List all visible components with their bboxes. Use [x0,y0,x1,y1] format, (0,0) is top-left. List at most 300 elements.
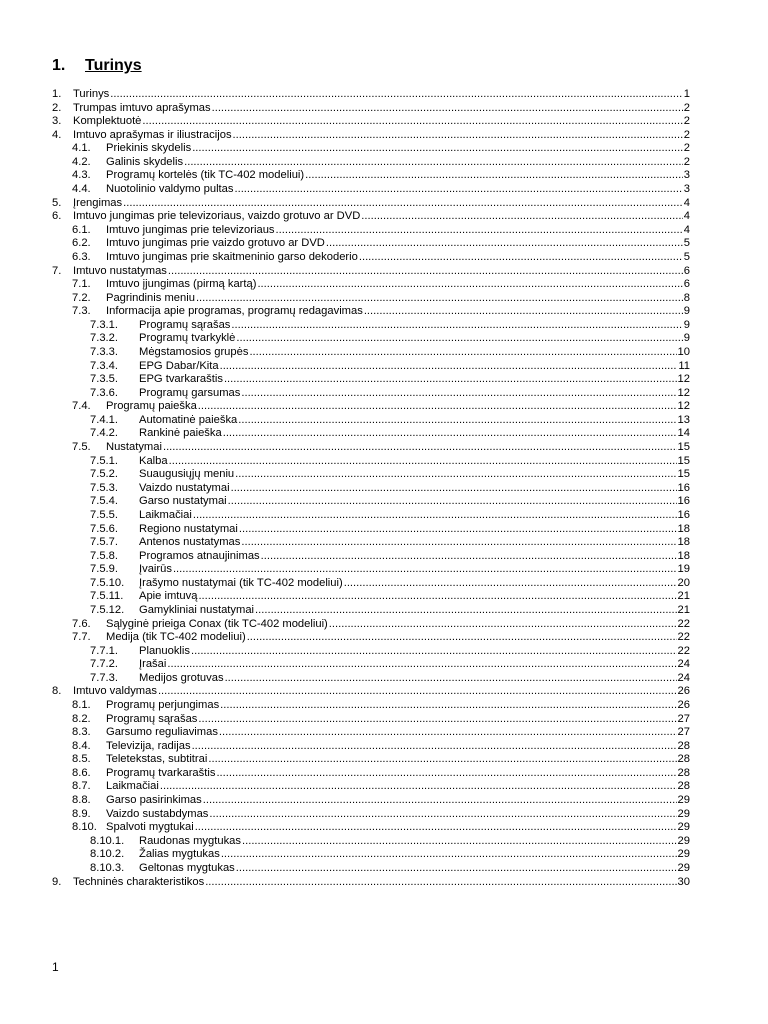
toc-entry-page: 26 [677,685,690,698]
toc-entry-number: 8.10.1. [90,834,125,847]
toc-entry-page: 27 [677,726,690,739]
dot-leader [209,808,676,822]
toc-entry-page: 19 [677,563,690,576]
dot-leader [221,848,677,862]
toc-entry[interactable] [52,278,690,292]
toc-entry[interactable] [52,360,690,374]
toc-entry-number: 7.5.9. [90,563,118,576]
toc-entry-label: Programų paieška [106,400,197,413]
toc-entry-number: 7.5.12. [90,603,125,616]
dot-leader [231,482,677,496]
toc-entry-label: Galinis skydelis [106,155,184,168]
toc-entry-number: 6.2. [72,237,91,250]
toc-entry-page: 2 [683,115,690,128]
toc-entry-label: Geltonas mygtukas [139,861,235,874]
dot-leader [249,346,676,360]
toc-entry-label: Rankinė paieška [139,427,222,440]
toc-entry[interactable] [52,387,690,401]
dot-leader [225,672,677,686]
toc-entry[interactable] [52,210,690,224]
dot-leader [241,387,676,401]
toc-entry[interactable] [52,197,690,211]
dot-leader [361,210,682,224]
toc-entry[interactable] [52,848,690,862]
toc-entry[interactable] [52,740,690,754]
toc-entry-page: 21 [677,603,690,616]
toc-entry-page: 12 [677,373,690,386]
toc-entry-number: 7.5.8. [90,549,118,562]
toc-entry-number: 7.3.3. [90,345,118,358]
toc-entry[interactable] [52,455,690,469]
toc-entry-label: Vaizdo sustabdymas [106,807,209,820]
dot-leader [220,360,678,374]
dot-leader [110,88,683,102]
toc-entry-number: 9. [52,875,62,888]
toc-entry-number: 7.3.5. [90,373,118,386]
toc-entry-page: 29 [677,848,690,861]
toc-entry-label: Programų tvarkaraštis [106,766,216,779]
toc-entry-number: 7. [52,264,62,277]
toc-entry-label: Nustatymai [106,441,162,454]
toc-entry[interactable] [52,577,690,591]
toc-entry-number: 4. [52,128,62,141]
toc-entry-number: 7.5.4. [90,495,118,508]
toc-entry-page: 11 [678,359,690,372]
toc-entry-label: Imtuvo aprašymas ir iliustracijos [73,128,232,141]
dot-leader [216,767,676,781]
toc-entry-number: 7.5.7. [90,536,118,549]
toc-entry-number: 7.5.5. [90,508,118,521]
dot-leader [231,319,682,333]
toc-entry-number: 7.5.3. [90,481,118,494]
toc-entry-number: 4.2. [72,155,91,168]
dot-leader [198,590,676,604]
toc-entry-label: Garso nustatymai [139,495,227,508]
dot-leader [163,441,677,455]
toc-entry-number: 3. [52,115,62,128]
toc-entry-page: 30 [677,875,690,888]
toc-entry[interactable] [52,224,690,238]
toc-entry-label: Programų kortelės (tik TC-402 modeliui) [106,169,305,182]
toc-entry-number: 6.3. [72,250,91,263]
toc-entry-number: 7.3.4. [90,359,118,372]
toc-entry[interactable] [52,169,690,183]
toc-entry-label: Komplektuotė [73,115,142,128]
toc-entry[interactable] [52,821,690,835]
toc-entry[interactable] [52,645,690,659]
toc-entry-label: Medijos grotuvas [139,671,224,684]
toc-entry-page: 16 [677,508,690,521]
dot-leader [195,821,677,835]
toc-entry-page: 22 [677,631,690,644]
toc-entry-page: 14 [677,427,690,440]
toc-entry-label: Programos atnaujinimas [139,549,260,562]
toc-entry-label: Įrašai [139,658,167,671]
toc-entry-label: Antenos nustatymas [139,536,241,549]
toc-entry-label: Įvairūs [139,563,172,576]
table-of-contents [52,88,690,889]
toc-entry-page: 22 [677,644,690,657]
toc-entry-label: Žalias mygtukas [139,848,220,861]
toc-entry-label: Pagrindinis meniu [106,291,195,304]
toc-entry-label: Garsumo reguliavimas [106,726,218,739]
toc-entry-page: 24 [677,671,690,684]
toc-entry[interactable] [52,550,690,564]
toc-entry-label: Sąlyginė prieiga Conax (tik TC-402 modeliui) [106,617,328,630]
toc-entry[interactable] [52,129,690,143]
toc-entry-page: 16 [677,495,690,508]
toc-entry-page: 21 [677,590,690,603]
toc-entry[interactable] [52,88,690,102]
toc-entry-number: 7.5.1. [90,454,118,467]
dot-leader [364,305,683,319]
dot-leader [344,577,677,591]
dot-leader [173,563,677,577]
toc-entry-number: 7.5. [72,441,91,454]
dot-leader [192,740,677,754]
toc-entry-label: Programų garsumas [139,386,241,399]
toc-entry-number: 7.4.1. [90,413,118,426]
toc-entry-page: 9 [683,318,690,331]
toc-entry[interactable] [52,509,690,523]
toc-entry-number: 7.3.1. [90,318,118,331]
dot-leader [233,129,683,143]
toc-entry-number: 7.7.1. [90,644,118,657]
toc-entry[interactable] [52,862,690,876]
toc-entry-label: Įrašymo nustatymai (tik TC-402 modeliui) [139,576,343,589]
toc-entry[interactable] [52,183,690,197]
toc-entry-page: 4 [683,210,690,223]
toc-entry-number: 8.5. [72,753,91,766]
toc-entry-page: 4 [683,196,690,209]
toc-entry[interactable] [52,142,690,156]
toc-entry-page: 2 [683,142,690,155]
toc-entry-label: Planuoklis [139,644,190,657]
toc-entry-page: 10 [677,345,690,358]
toc-entry[interactable] [52,753,690,767]
dot-leader [198,713,676,727]
toc-entry-label: Trumpas imtuvo aprašymas [73,101,211,114]
toc-entry-page: 22 [677,617,690,630]
page-title [52,57,142,75]
toc-entry-label: Laikmačiai [139,508,192,521]
footer-page-number: 1 [52,960,59,974]
toc-entry-label: Mėgstamosios grupės [139,345,249,358]
dot-leader [167,658,676,672]
dot-leader [160,780,677,794]
toc-entry-page: 8 [683,291,690,304]
toc-entry-page: 15 [677,441,690,454]
dot-leader [205,876,676,890]
toc-entry-page: 13 [677,413,690,426]
toc-entry[interactable] [52,265,690,279]
toc-entry-number: 7.6. [72,617,91,630]
toc-entry-page: 5 [683,250,690,263]
toc-entry[interactable] [52,305,690,319]
toc-entry[interactable] [52,618,690,632]
toc-entry[interactable] [52,808,690,822]
toc-entry-page: 9 [683,305,690,318]
toc-entry-label: Kalba [139,454,168,467]
toc-entry-page: 2 [683,101,690,114]
toc-entry-page: 3 [683,183,690,196]
toc-entry-number: 5. [52,196,62,209]
toc-entry[interactable] [52,319,690,333]
toc-entry-number: 8.7. [72,780,91,793]
toc-entry-page: 12 [677,386,690,399]
toc-entry[interactable] [52,767,690,781]
toc-entry[interactable] [52,658,690,672]
toc-entry-label: Priekinis skydelis [106,142,192,155]
toc-entry-label: Turinys [73,88,110,100]
toc-entry-number: 8.1. [72,699,91,712]
dot-leader [158,685,677,699]
toc-entry-page: 2 [683,155,690,168]
dot-leader [257,278,682,292]
toc-entry-number: 8.2. [72,712,91,725]
toc-entry[interactable] [52,726,690,740]
toc-entry-label: Imtuvo įjungimas (pirmą kartą) [106,278,257,291]
toc-entry-page: 29 [677,834,690,847]
toc-entry-number: 6. [52,210,62,223]
toc-entry-label: Televizija, radijas [106,739,191,752]
toc-entry-number: 7.4.2. [90,427,118,440]
toc-entry-label: Spalvoti mygtukai [106,821,194,834]
toc-entry-label: Medija (tik TC-402 modeliui) [106,631,246,644]
toc-entry-number: 4.4. [72,183,91,196]
dot-leader [239,523,677,537]
toc-entry-number: 8.6. [72,766,91,779]
toc-entry-label: EPG tvarkaraštis [139,373,223,386]
toc-entry[interactable] [52,590,690,604]
toc-entry-number: 8.3. [72,726,91,739]
toc-entry[interactable] [52,699,690,713]
dot-leader [305,169,683,183]
toc-entry-page: 27 [677,712,690,725]
dot-leader [326,237,683,251]
dot-leader [169,455,677,469]
toc-entry-label: Imtuvo jungimas prie televizoriaus [106,223,275,236]
toc-entry[interactable] [52,427,690,441]
toc-entry-label: Teletekstas, subtitrai [106,753,208,766]
toc-entry-number: 1. [52,88,62,100]
toc-entry-label: Imtuvo jungimas prie skaitmeninio garso dekoderio [106,250,358,263]
dot-leader [228,495,677,509]
toc-entry-page: 15 [677,454,690,467]
dot-leader [236,332,682,346]
toc-entry-label: Imtuvo valdymas [73,685,157,698]
toc-entry-page: 28 [677,753,690,766]
toc-entry-page: 28 [677,766,690,779]
toc-entry-page: 16 [677,481,690,494]
toc-entry[interactable] [52,523,690,537]
toc-entry-label: Informacija apie programas, programų redagavimas [106,305,363,318]
toc-entry-label: Vaizdo nustatymai [139,481,230,494]
dot-leader [276,224,683,238]
dot-leader [192,142,683,156]
dot-leader [247,631,677,645]
toc-entry-number: 7.5.6. [90,522,118,535]
toc-entry[interactable] [52,685,690,699]
toc-entry-page: 15 [677,468,690,481]
toc-entry-page: 6 [683,278,690,291]
page-title-number: 1. [52,57,66,74]
toc-entry-page: 18 [677,536,690,549]
toc-entry[interactable] [52,373,690,387]
toc-entry-label: Nuotolinio valdymo pultas [106,183,234,196]
dot-leader [224,373,677,387]
dot-leader [235,468,676,482]
toc-entry-label: Programų perjungimas [106,699,220,712]
toc-entry-label: Imtuvo nustatymas [73,264,167,277]
toc-entry-page: 29 [677,861,690,874]
toc-entry-label: Laikmačiai [106,780,159,793]
dot-leader [261,550,677,564]
toc-entry-number: 7.5.10. [90,576,125,589]
toc-entry[interactable] [52,102,690,116]
toc-entry-number: 2. [52,101,62,114]
toc-entry-number: 8.4. [72,739,91,752]
toc-entry[interactable] [52,563,690,577]
toc-entry[interactable] [52,713,690,727]
toc-entry-page: 18 [677,549,690,562]
toc-entry-number: 8.10.2. [90,848,125,861]
toc-entry-number: 4.1. [72,142,91,155]
toc-entry-number: 8.8. [72,794,91,807]
dot-leader [123,197,683,211]
dot-leader [223,427,677,441]
toc-entry[interactable] [52,604,690,618]
toc-entry-number: 7.3. [72,305,91,318]
toc-entry-number: 7.2. [72,291,91,304]
dot-leader [208,753,676,767]
toc-entry-number: 7.7.3. [90,671,118,684]
toc-entry[interactable] [52,780,690,794]
toc-entry-label: Gamykliniai nustatymai [139,603,255,616]
toc-entry-label: Programų tvarkyklė [139,332,236,345]
toc-entry[interactable] [52,156,690,170]
toc-entry-page: 18 [677,522,690,535]
toc-entry-page: 5 [683,237,690,250]
toc-entry-page: 4 [683,223,690,236]
toc-entry-label: Imtuvo jungimas prie vaizdo grotuvo ar DVD [106,237,325,250]
toc-entry-page: 20 [677,576,690,589]
toc-entry-number: 8. [52,685,62,698]
toc-entry[interactable] [52,631,690,645]
toc-entry-page: 28 [677,739,690,752]
dot-leader [255,604,677,618]
toc-entry-number: 8.9. [72,807,91,820]
toc-entry-label: Suaugusiųjų meniu [139,468,235,481]
toc-entry-number: 7.4. [72,400,91,413]
toc-entry-number: 7.3.6. [90,386,118,399]
toc-entry[interactable] [52,536,690,550]
dot-leader [198,400,677,414]
toc-entry-page: 28 [677,780,690,793]
toc-entry-number: 8.10.3. [90,861,125,874]
toc-entry[interactable] [52,414,690,428]
dot-leader [142,115,682,129]
toc-entry-page: 6 [683,264,690,277]
toc-entry-page: 24 [677,658,690,671]
toc-entry-label: Garso pasirinkimas [106,794,202,807]
toc-entry-label: Programų sąrašas [139,318,231,331]
dot-leader [203,794,677,808]
toc-entry-page: 29 [677,821,690,834]
toc-entry[interactable] [52,332,690,346]
toc-entry-number: 7.5.2. [90,468,118,481]
toc-entry-label: Techninės charakteristikos [73,875,205,888]
toc-entry-label: Apie imtuvą [139,590,198,603]
dot-leader [234,183,682,197]
toc-entry[interactable] [52,835,690,849]
toc-entry[interactable] [52,794,690,808]
dot-leader [238,414,676,428]
page-title-text: Turinys [85,57,142,74]
toc-entry-page: 29 [677,794,690,807]
toc-entry-label: Regiono nustatymai [139,522,238,535]
toc-entry-page: 2 [683,128,690,141]
toc-entry-label: Įrengimas [73,196,123,209]
toc-entry[interactable] [52,251,690,265]
toc-entry-number: 7.7. [72,631,91,644]
toc-entry-page: 9 [683,332,690,345]
toc-entry[interactable] [52,292,690,306]
toc-entry[interactable] [52,346,690,360]
dot-leader [242,835,677,849]
toc-entry-number: 6.1. [72,223,91,236]
toc-entry-number: 7.5.11. [90,590,124,603]
dot-leader [212,102,683,116]
dot-leader [241,536,676,550]
toc-entry-label: Raudonas mygtukas [139,834,241,847]
toc-entry[interactable] [52,876,690,890]
dot-leader [220,699,676,713]
dot-leader [236,862,677,876]
toc-entry[interactable] [52,495,690,509]
toc-entry-label: EPG Dabar/Kita [139,359,219,372]
dot-leader [191,645,677,659]
toc-entry-page: 1 [683,88,690,100]
toc-entry-number: 4.3. [72,169,91,182]
toc-entry-label: Automatinė paieška [139,413,238,426]
toc-entry[interactable] [52,237,690,251]
toc-entry-number: 8.10. [72,821,97,834]
toc-entry-page: 29 [677,807,690,820]
dot-leader [184,156,683,170]
dot-leader [359,251,683,265]
toc-entry-number: 7.1. [72,278,91,291]
toc-entry-label: Imtuvo jungimas prie televizoriaus, vaizdo grotuvo ar DVD [73,210,361,223]
dot-leader [196,292,683,306]
toc-entry-page: 3 [683,169,690,182]
dot-leader [168,265,683,279]
toc-entry[interactable] [52,400,690,414]
toc-entry-page: 12 [677,400,690,413]
toc-entry[interactable] [52,468,690,482]
toc-entry-label: Programų sąrašas [106,712,198,725]
toc-entry[interactable] [52,672,690,686]
dot-leader [219,726,677,740]
toc-entry[interactable] [52,441,690,455]
toc-entry[interactable] [52,115,690,129]
dot-leader [193,509,677,523]
toc-entry-number: 7.3.2. [90,332,118,345]
toc-entry-number: 7.7.2. [90,658,118,671]
dot-leader [329,618,677,632]
toc-entry[interactable] [52,482,690,496]
toc-entry-page: 26 [677,699,690,712]
